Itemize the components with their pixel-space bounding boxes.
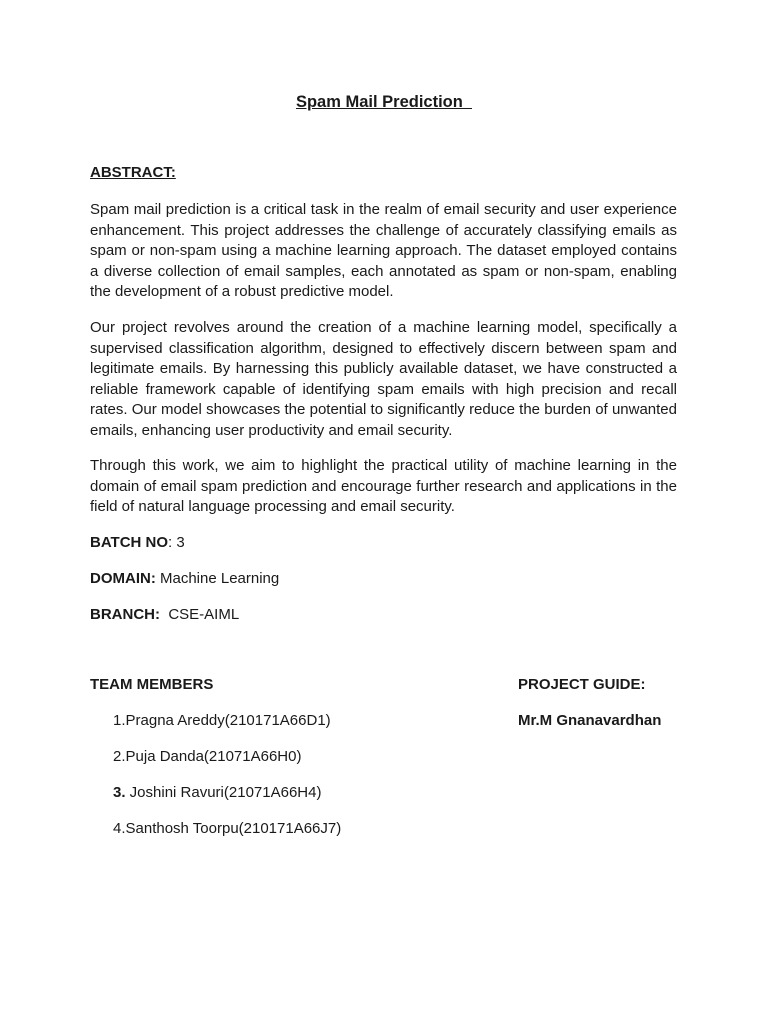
team-member <box>113 748 301 765</box>
project-guide-heading: PROJECT GUIDE: <box>518 676 646 693</box>
abstract-heading: ABSTRACT: <box>90 164 176 181</box>
member-name: Joshini Ravuri(21071A66H4) <box>125 784 322 801</box>
team-members-heading: TEAM MEMBERS <box>90 676 214 693</box>
team-member <box>113 784 321 801</box>
abstract-paragraph: Our project revolves around the creation of a machine learning model, specifically a supervised classification algorithm, designed to effectively discern between spam and legitimate emails. By harnessing this publicly available dataset, we have constructed a reliable framework capable of identifying spam emails with high precision and recall rates. Our model showcases the potential to significantly reduce the burden of unwanted emails, enhancing user productivity and email security. <box>90 319 677 439</box>
batch-field <box>90 534 185 551</box>
team-member <box>113 712 331 729</box>
batch-value: : 3 <box>168 534 185 551</box>
domain-value: Machine Learning <box>155 570 280 587</box>
member-number: 1. <box>113 712 126 729</box>
domain-label: DOMAIN: <box>90 570 156 587</box>
document-title: Spam Mail Prediction <box>295 93 473 111</box>
abstract-paragraph: Spam mail prediction is a critical task in the realm of email security and user experience enhancement. This project addresses the challenge of accurately classifying emails as spam or non-spam using a machine learning approach. The dataset employed contains a diverse collection of email samples, each annotated as spam or non-spam, enabling the development of a robust predictive model. <box>90 201 677 300</box>
member-name: Pragna Areddy(210171A66D1) <box>125 712 331 729</box>
member-number: 3. <box>113 784 126 801</box>
abstract-paragraph: Through this work, we aim to highlight the practical utility of machine learning in the domain of email spam prediction and encourage further research and applications in the field of natural language processing and email security. <box>90 457 677 515</box>
member-number: 4. <box>113 820 126 837</box>
branch-label: BRANCH: <box>90 606 160 623</box>
member-name: Santhosh Toorpu(210171A66J7) <box>125 820 342 837</box>
branch-field <box>90 606 239 623</box>
branch-value: CSE-AIML <box>160 606 240 623</box>
team-member <box>113 820 341 837</box>
project-guide-name: Mr.M Gnanavardhan <box>518 712 662 729</box>
domain-field <box>90 570 279 587</box>
member-name: Puja Danda(21071A66H0) <box>125 748 302 765</box>
batch-label: BATCH NO <box>90 534 169 551</box>
member-number: 2. <box>113 748 126 765</box>
